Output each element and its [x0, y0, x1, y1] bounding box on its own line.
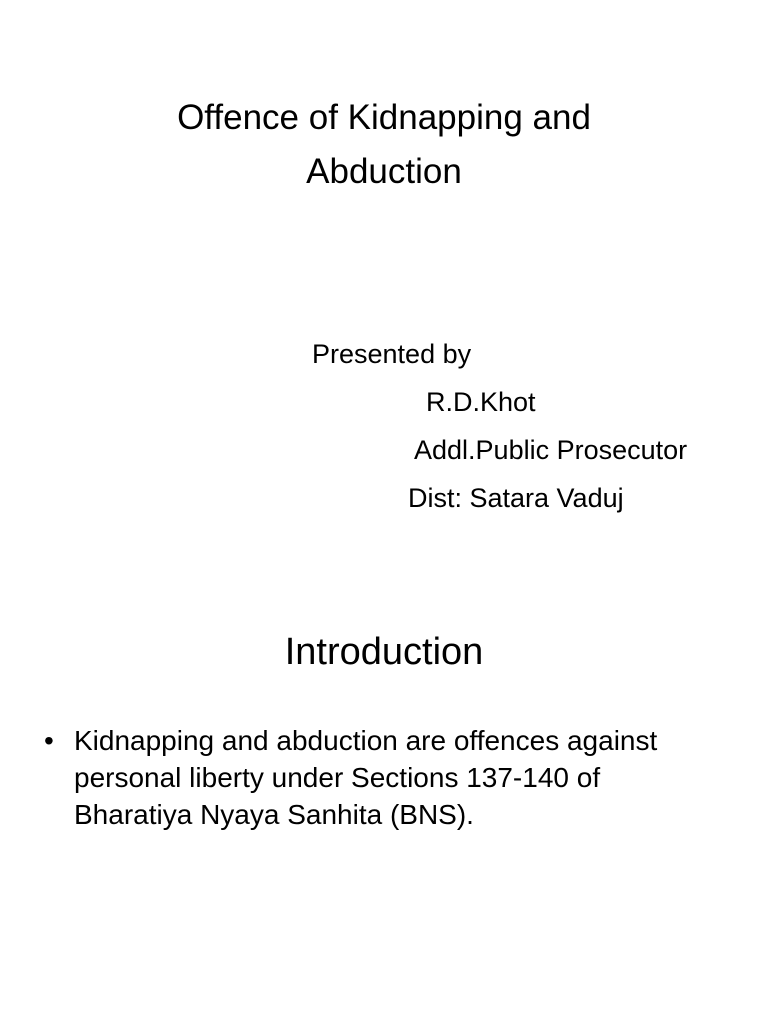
bullet-line: Bharatiya Nyaya Sanhita (BNS). [74, 799, 474, 830]
introduction-heading: Introduction [284, 631, 484, 673]
presenter-location: Dist: Satara Vaduj [408, 483, 624, 513]
bullet-line: Kidnapping and abduction are offences against [74, 725, 658, 756]
slide-title-line-1: Offence of Kidnapping and [177, 98, 591, 137]
presenter-designation: Addl.Public Prosecutor [414, 435, 688, 465]
slide-title-line-2: Abduction [306, 152, 462, 191]
presented-by-label: Presented by [312, 339, 472, 369]
bullet-icon: • [44, 725, 54, 756]
presenter-name: R.D.Khot [426, 387, 536, 417]
bullet-line: personal liberty under Sections 137-140 of [74, 762, 601, 793]
